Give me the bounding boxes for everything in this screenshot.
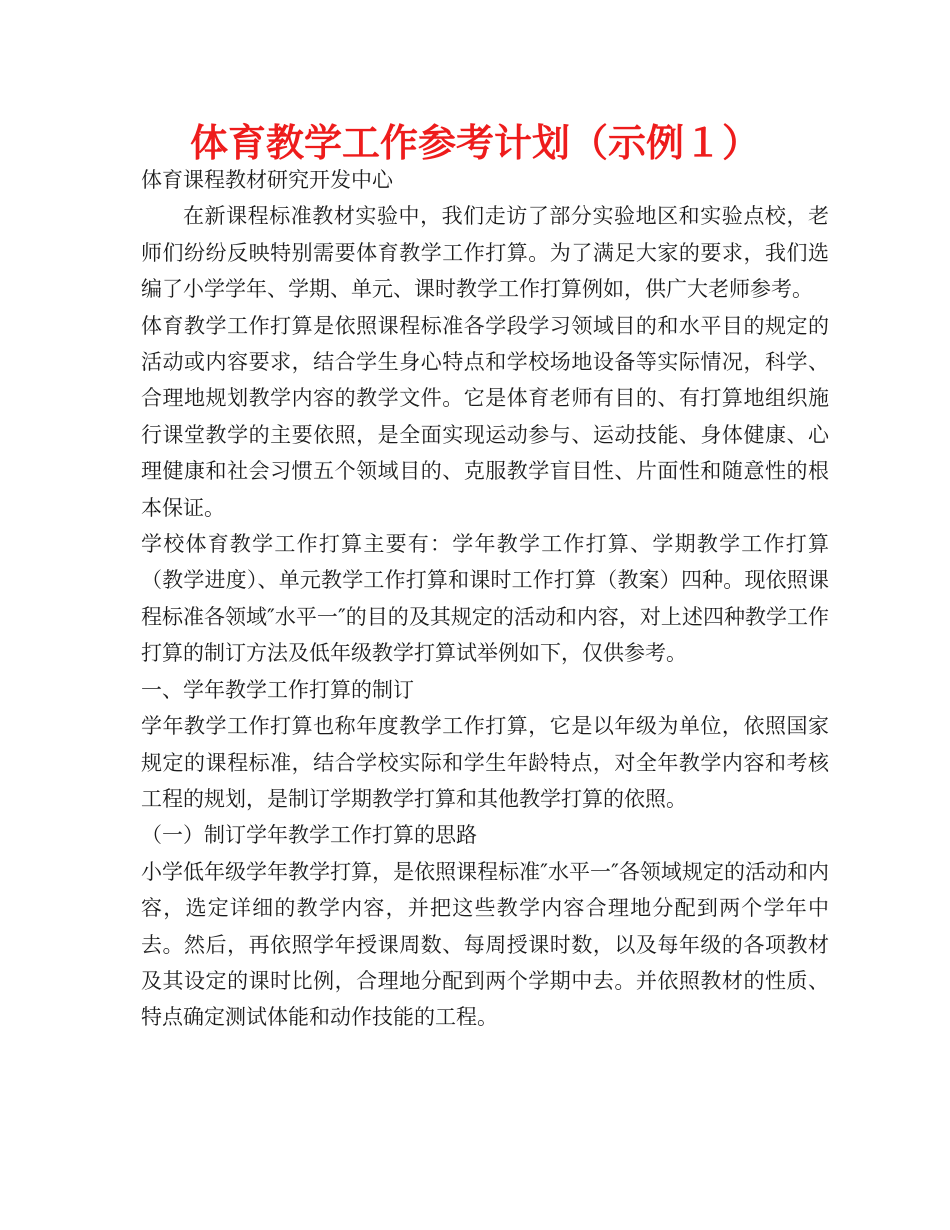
section-heading-1: 一、学年教学工作打算的制订 — [141, 677, 414, 702]
paragraph-source: 体育课程教材研究开发中心 — [141, 168, 393, 192]
paragraph-annual-approach: 小学低年级学年教学打算，是依照课程标准″水平一″各领域规定的活动和内容，选定详细的教学内容，并把这些教学内容合理地分配到两个学年中去。然后，再依照学年授课周数、每周授课时数，以及每年级的各项教材及其设定的课时比例，合理地分配到两个学期中去。并依照教材的性质、特点确定测试体能和动作技能的工程。 — [141, 859, 829, 1030]
paragraph-annual-plan: 学年教学工作打算也称年度教学工作打算，它是以年级为单位，依照国家规定的课程标准，结合学校实际和学生年龄特点，对全年教学内容和考核工程的规划，是制订学期教学打算和其他教学打算的依照。 — [141, 714, 829, 811]
paragraph-plan-types: 学校体育教学工作打算主要有：学年教学工作打算、学期教学工作打算（教学进度）、单元教学工作打算和课时工作打算（教案）四种。现依照课程标准各领域″水平一″的目的及其规定的活动和内容，对上述四种教学工作打算的制订方法及低年级教学打算试举例如下，仅供参考。 — [141, 532, 829, 666]
subsection-heading-1: （一）制订学年教学工作打算的思路 — [141, 823, 477, 848]
paragraph-definition: 体育教学工作打算是依照课程标准各学段学习领域目的和水平目的规定的活动或内容要求，结合学生身心特点和学校场地设备等实际情况，科学、合理地规划教学内容的教学文件。它是体育老师有目的、有打算地组织施行课堂教学的主要依照，是全面实现运动参与、运动技能、身体健康、心理健康和社会习惯五个领域目的、克服教学盲目性、片面性和随意性的根本保证。 — [141, 313, 829, 520]
paragraph-intro: 在新课程标准教材实验中，我们走访了部分实验地区和实验点校，老师们纷纷反映特别需要体育教学工作打算。为了满足大家的要求，我们选编了小学学年、学期、单元、课时教学工作打算例如，供广大老师参考。 — [141, 204, 829, 302]
document-body — [141, 162, 829, 1036]
document-title: 体育教学工作参考计划（示例１） — [189, 121, 760, 165]
